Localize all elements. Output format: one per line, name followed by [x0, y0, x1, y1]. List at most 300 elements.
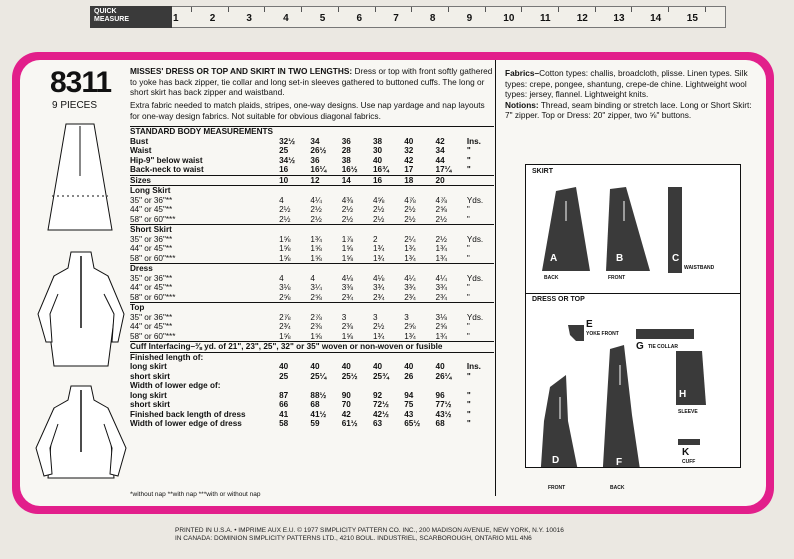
unit-cell: [467, 186, 494, 196]
table-cell: 34½: [279, 155, 296, 165]
table-row: [130, 313, 494, 323]
table-cell: [342, 225, 373, 235]
table-cell: 42: [404, 155, 414, 165]
table-cell: 94: [404, 390, 414, 400]
quick-measure-ruler: [90, 6, 726, 28]
table-row: [130, 235, 494, 245]
table-cell: [436, 186, 467, 196]
ruler-number: 13: [613, 13, 625, 24]
unit-cell: Yds.: [466, 273, 484, 283]
unit-cell: ": [466, 322, 470, 331]
piece-letter-f: F: [616, 457, 623, 468]
table-cell: [436, 127, 467, 137]
table-cell: 1¾: [435, 253, 447, 263]
table-cell: 75: [404, 400, 414, 409]
table-row: [130, 372, 494, 382]
table-cell: [373, 186, 404, 196]
table-row: [130, 332, 494, 342]
unit-cell: ": [466, 390, 471, 400]
table-cell: 2⅝: [435, 205, 447, 214]
row-label: long skirt: [130, 362, 167, 371]
ruler-number: 2: [209, 13, 216, 24]
table-cell: [373, 127, 404, 137]
table-cell: 1⅝: [279, 253, 291, 263]
table-cell: 40: [372, 155, 383, 165]
unit-cell: Ins.: [466, 136, 481, 146]
table-row: [130, 254, 494, 264]
table-cell: 68: [435, 419, 445, 428]
row-label: STANDARD BODY MEASUREMENTS: [130, 127, 279, 137]
table-row: [130, 137, 494, 147]
unit-cell: ": [466, 419, 471, 428]
piece-name-e: YOKE FRONT: [586, 331, 619, 337]
imprint-line-2: IN CANADA: DOMINION SIMPLICITY PATTERNS LTD., 4210 BOUL. INDUSTRIEL, SCARBOROUGH, ONTARIO M1L 4N6: [175, 535, 532, 542]
table-cell: 3¼: [310, 283, 322, 292]
ruler-number: 8: [429, 13, 436, 24]
ruler-tick: [631, 7, 632, 12]
table-cell: 17¼: [435, 165, 452, 174]
table-cell: [279, 186, 310, 196]
table-cell: [373, 264, 404, 274]
table-cell: 4⅞: [404, 195, 416, 205]
table-cell: 2⅜: [310, 322, 322, 331]
ruler-number: 11: [540, 13, 551, 24]
table-row: [130, 127, 494, 137]
table-row: [130, 303, 494, 313]
table-cell: 14: [342, 175, 373, 186]
table-cell: 2¾: [435, 292, 447, 302]
table-cell: 1¾: [372, 253, 385, 263]
table-cell: [342, 303, 373, 313]
table-cell: 92: [372, 390, 383, 400]
table-cell: 59: [310, 419, 320, 428]
table-row: [130, 264, 494, 274]
table-cell: 3¾: [435, 283, 447, 292]
table-row: [130, 410, 494, 420]
table-cell: [373, 303, 404, 313]
row-label: 44" or 45"**: [130, 283, 173, 292]
table-cell: 1¾: [404, 253, 416, 263]
table-cell: 72½: [372, 400, 389, 409]
row-label: Finished back length of dress: [130, 409, 246, 419]
table-cell: 3: [372, 312, 378, 322]
table-cell: 1¾: [372, 331, 385, 341]
unit-cell: ": [466, 400, 471, 409]
ruler-number: 10: [503, 13, 515, 24]
table-row: [130, 362, 494, 372]
unit-cell: Yds.: [466, 234, 484, 244]
row-label: Hip-9" below waist: [130, 155, 203, 165]
table-row: [130, 205, 494, 215]
table-cell: 2½: [372, 322, 385, 331]
table-cell: 42: [341, 409, 351, 419]
table-cell: [404, 186, 435, 196]
table-cell: 2½: [279, 214, 291, 224]
table-cell: 68: [310, 400, 320, 409]
table-cell: [310, 381, 341, 391]
ruler-number: 14: [650, 13, 662, 24]
table-cell: [342, 127, 373, 137]
table-cell: 40: [435, 362, 445, 371]
table-row: [130, 215, 494, 225]
table-cell: [404, 303, 435, 313]
row-label: 35" or 36"**: [130, 273, 173, 283]
table-cell: 17: [404, 165, 414, 174]
table-cell: 38: [341, 155, 351, 165]
unit-cell: [467, 352, 494, 362]
table-cell: [373, 381, 404, 391]
table-cell: 2½: [341, 214, 354, 224]
ruler-tick: [668, 7, 669, 12]
piece-letter-b: B: [616, 253, 624, 264]
table-cell: 1¾: [372, 244, 385, 253]
piece-name-c: WAISTBAND: [684, 265, 715, 271]
extra-fabric-note: Extra fabric needed to match plaids, stripes, one-way designs. Use nap yardage and nap layouts for one-way design fabrics. Not suitable for obvious diagonal fabrics.: [130, 100, 485, 121]
table-cell: [310, 352, 341, 362]
ruler-tick: [191, 7, 192, 12]
piece-d-front: [540, 375, 580, 467]
table-cell: 20: [436, 175, 467, 186]
piece-b-front: [606, 187, 650, 271]
table-cell: 2½: [310, 205, 322, 214]
table-cell: 4⅝: [372, 195, 385, 205]
table-cell: 2¾: [372, 292, 385, 302]
table-cell: 36: [310, 155, 320, 165]
table-cell: 44: [435, 155, 445, 165]
ruler-tick: [485, 7, 486, 12]
table-cell: 4⅛: [372, 273, 385, 283]
table-cell: 2¾: [404, 292, 416, 302]
pattern-description: MISSES' DRESS OR TOP AND SKIRT IN TWO LENGTHS: Dress or top with front softly gathered to yoke has back zipper, tie collar and long set-in sleeves gathered to buttoned cuffs. The long or short skirt has back zipper and waistband.: [130, 66, 493, 97]
row-label: 35" or 36"**: [130, 195, 173, 205]
row-label: Width of lower edge of:: [130, 381, 221, 390]
row-label: short skirt: [130, 400, 171, 409]
table-cell: 25: [279, 371, 289, 381]
table-cell: 40: [404, 136, 414, 146]
table-row: [130, 274, 494, 284]
table-cell: 42: [435, 136, 445, 146]
table-cell: 41½: [310, 409, 327, 419]
skirt-section-label: SKIRT: [532, 168, 553, 175]
piece-letter-e: E: [586, 319, 593, 330]
table-cell: 16¾: [372, 165, 389, 174]
table-cell: [279, 264, 310, 274]
table-cell: [404, 225, 435, 235]
row-label: 58" or 60"***: [130, 331, 176, 341]
row-label: Bust: [130, 136, 149, 146]
table-row: [130, 391, 494, 401]
table-cell: 43½: [435, 409, 452, 419]
table-cell: [342, 352, 373, 362]
piece-name-d: FRONT: [548, 485, 566, 491]
ruler-number: 6: [356, 13, 363, 24]
piece-g-tie-collar: [636, 329, 694, 339]
table-cell: 2½: [404, 214, 416, 224]
table-row: [130, 175, 494, 186]
table-row: [130, 156, 494, 166]
table-cell: 3: [341, 312, 347, 322]
table-cell: 16: [279, 165, 289, 174]
row-label: Top: [130, 303, 279, 313]
ruler-tick: [301, 7, 302, 12]
table-cell: 2⅝: [279, 292, 291, 302]
ruler-number: 15: [686, 13, 698, 24]
table-cell: 2¼: [404, 234, 416, 244]
table-cell: 16¼: [310, 165, 327, 174]
table-cell: 96: [435, 390, 445, 400]
unit-cell: ": [466, 409, 471, 419]
table-cell: 2⅝: [404, 322, 416, 331]
table-cell: 3¾: [404, 283, 416, 292]
table-cell: 3⅜: [341, 283, 354, 292]
garment-sketches: [24, 118, 128, 498]
table-cell: 1¾: [404, 331, 416, 341]
row-label: 35" or 36"**: [130, 312, 173, 322]
row-label: long skirt: [130, 390, 167, 400]
unit-cell: [467, 175, 494, 186]
table-cell: 2⅞: [279, 312, 291, 322]
pattern-info-card: [20, 60, 766, 506]
table-cell: 1⅝: [341, 331, 354, 341]
unit-cell: ": [466, 331, 470, 341]
ruler-number: 9: [466, 13, 473, 24]
unit-cell: Ins.: [466, 362, 481, 371]
table-cell: [436, 352, 467, 362]
skirt-back-sketch: [48, 124, 112, 230]
table-cell: 4⅛: [341, 273, 354, 283]
table-cell: [310, 225, 341, 235]
fabrics-notions: [505, 68, 761, 121]
table-cell: 1⅝: [341, 244, 354, 253]
table-cell: 16½: [341, 165, 358, 174]
table-row: [130, 352, 494, 362]
table-cell: 2: [372, 234, 378, 244]
table-cell: 2½: [279, 205, 291, 214]
row-label: Short Skirt: [130, 225, 279, 235]
table-cell: 1¾: [435, 244, 447, 253]
unit-cell: Yds.: [466, 195, 484, 205]
table-row: [130, 293, 494, 303]
table-cell: 16: [373, 175, 404, 186]
table-cell: [310, 303, 341, 313]
dress-back-sketch: [38, 252, 124, 366]
table-cell: 1⅝: [310, 244, 322, 253]
table-cell: [279, 127, 310, 137]
table-cell: 43: [404, 409, 414, 419]
piece-letter-a: A: [550, 253, 558, 264]
ruler-numbers: [173, 13, 725, 27]
table-cell: 1⅝: [279, 244, 291, 253]
piece-count: 9 PIECES: [52, 100, 98, 111]
table-cell: [436, 264, 467, 274]
column-divider: [495, 60, 496, 496]
table-cell: [279, 352, 310, 362]
table-row: [130, 322, 494, 332]
unit-cell: ": [466, 292, 470, 302]
table-cell: [310, 127, 341, 137]
row-label: Cuff Interfacing–⅜ yd. of 21", 23", 25", 32" or 35" woven or non-woven or fusible: [130, 342, 494, 353]
table-cell: 66: [279, 400, 289, 409]
table-cell: 2⅞: [310, 312, 322, 322]
unit-cell: [467, 127, 494, 137]
table-cell: 88½: [310, 390, 327, 400]
ruler-tick: [558, 7, 559, 12]
unit-cell: ": [466, 146, 471, 155]
row-label: Waist: [130, 146, 152, 155]
table-cell: [373, 352, 404, 362]
publisher-imprint: [175, 527, 564, 543]
row-label: Width of lower edge of dress: [130, 419, 242, 428]
table-row: [130, 196, 494, 206]
row-label: 35" or 36"**: [130, 234, 173, 244]
table-cell: 25½: [341, 371, 358, 381]
table-cell: 1⅝: [279, 331, 291, 341]
table-row: [130, 146, 494, 156]
table-cell: [279, 225, 310, 235]
ruler-tick: [595, 7, 596, 12]
table-cell: 4⅞: [435, 195, 447, 205]
ruler-number: 5: [319, 13, 326, 24]
table-cell: 3⅛: [279, 283, 291, 292]
piece-k-cuff: [678, 439, 700, 445]
unit-cell: ": [466, 253, 470, 263]
table-cell: 4¼: [310, 195, 322, 205]
table-cell: 40: [404, 362, 414, 371]
table-cell: 40: [310, 362, 320, 371]
unit-cell: ": [466, 214, 470, 224]
table-cell: 1¾: [310, 234, 322, 244]
table-cell: 26½: [310, 146, 327, 155]
table-cell: 2½: [341, 205, 354, 214]
table-cell: 30: [372, 146, 383, 155]
piece-name-f: BACK: [610, 485, 625, 491]
table-cell: 1⅞: [341, 234, 354, 244]
table-cell: 2½: [310, 214, 322, 224]
table-cell: 3: [404, 312, 409, 322]
unit-cell: ": [466, 155, 471, 165]
table-cell: 2⅝: [435, 322, 447, 331]
ruler-tick: [705, 7, 706, 12]
table-cell: [279, 381, 310, 391]
table-cell: 2½: [372, 214, 385, 224]
piece-name-h: SLEEVE: [678, 409, 698, 415]
ruler-number: 1: [173, 13, 179, 24]
table-cell: 40: [279, 362, 289, 371]
table-cell: 3¾: [372, 283, 385, 292]
piece-f-back: [602, 345, 642, 467]
ruler-number: 4: [283, 13, 289, 24]
ruler-tick: [448, 7, 449, 12]
table-cell: [342, 381, 373, 391]
table-cell: 3⅛: [435, 312, 447, 322]
piece-name-a: BACK: [544, 275, 559, 281]
table-cell: 1⅝: [341, 253, 354, 263]
row-label: Back-neck to waist: [130, 165, 204, 174]
table-cell: 18: [404, 175, 435, 186]
table-cell: [373, 225, 404, 235]
table-cell: 1⅝: [279, 234, 291, 244]
dress-top-section-label: DRESS OR TOP: [532, 296, 585, 303]
table-cell: [404, 352, 435, 362]
table-cell: 25: [279, 146, 289, 155]
unit-cell: ": [466, 283, 470, 292]
table-cell: 70: [341, 400, 351, 409]
row-label: 44" or 45"**: [130, 205, 173, 214]
ruler-tick: [264, 7, 265, 12]
unit-cell: Yds.: [466, 312, 484, 322]
piece-e-yoke-front: [568, 325, 584, 341]
table-row: [130, 381, 494, 391]
table-cell: 10: [279, 175, 310, 186]
ruler-number: 3: [246, 13, 252, 24]
row-label: 58" or 60"***: [130, 253, 176, 263]
piece-letter-c: C: [672, 253, 680, 264]
table-cell: 4: [279, 273, 284, 283]
row-label: Sizes: [130, 175, 279, 186]
row-label: Dress: [130, 264, 279, 274]
piece-letter-g: G: [636, 341, 644, 352]
nap-footnote: *without nap **with nap ***with or without nap: [130, 491, 261, 498]
table-cell: 36: [341, 136, 351, 146]
table-cell: 34: [435, 146, 445, 155]
row-label: 58" or 60"***: [130, 214, 176, 224]
pattern-number: 8311: [50, 66, 112, 99]
row-label: 58" or 60"***: [130, 292, 176, 302]
unit-cell: ": [466, 244, 470, 253]
table-cell: 4⅜: [341, 195, 354, 205]
piece-letter-k: K: [682, 447, 690, 458]
table-cell: 40: [341, 362, 351, 371]
table-cell: [342, 264, 373, 274]
table-cell: 2⅜: [341, 322, 354, 331]
piece-letter-h: H: [679, 389, 687, 400]
table-row: [130, 419, 494, 429]
unit-cell: ": [466, 205, 470, 214]
piece-name-b: FRONT: [608, 275, 626, 281]
pieces-shapes: [526, 165, 740, 467]
row-label: Long Skirt: [130, 186, 279, 196]
table-cell: [436, 225, 467, 235]
table-cell: 87: [279, 390, 289, 400]
table-cell: 32: [404, 146, 414, 155]
table-cell: 12: [310, 175, 341, 186]
table-cell: 32½: [279, 136, 296, 146]
unit-cell: ": [466, 165, 471, 174]
ruler-tick: [521, 7, 522, 12]
table-cell: 25¼: [310, 371, 327, 381]
table-row: [130, 225, 494, 235]
unit-cell: ": [466, 371, 471, 381]
unit-cell: [467, 264, 494, 274]
table-cell: 58: [279, 419, 289, 428]
table-cell: [310, 186, 341, 196]
table-cell: [436, 303, 467, 313]
unit-cell: [467, 225, 494, 235]
ruler-tick: [228, 7, 229, 12]
table-row: [130, 400, 494, 410]
table-cell: 42½: [372, 409, 389, 419]
table-cell: 2½: [372, 205, 385, 214]
table-cell: [310, 264, 341, 274]
unit-cell: [467, 381, 494, 391]
quick-measure-label: QUICK MEASURE: [90, 6, 172, 28]
row-label: 44" or 45"**: [130, 322, 173, 331]
imprint-line-1: PRINTED IN U.S.A. • IMPRIME AUX E.U. © 1977 SIMPLICITY PATTERN CO. INC., 200 MADISON AVENUE, NEW YORK, N.Y. 10016: [175, 527, 564, 534]
table-cell: 1¾: [435, 331, 447, 341]
table-cell: [404, 127, 435, 137]
table-cell: 26: [404, 371, 414, 381]
table-cell: 4¼: [404, 273, 416, 283]
